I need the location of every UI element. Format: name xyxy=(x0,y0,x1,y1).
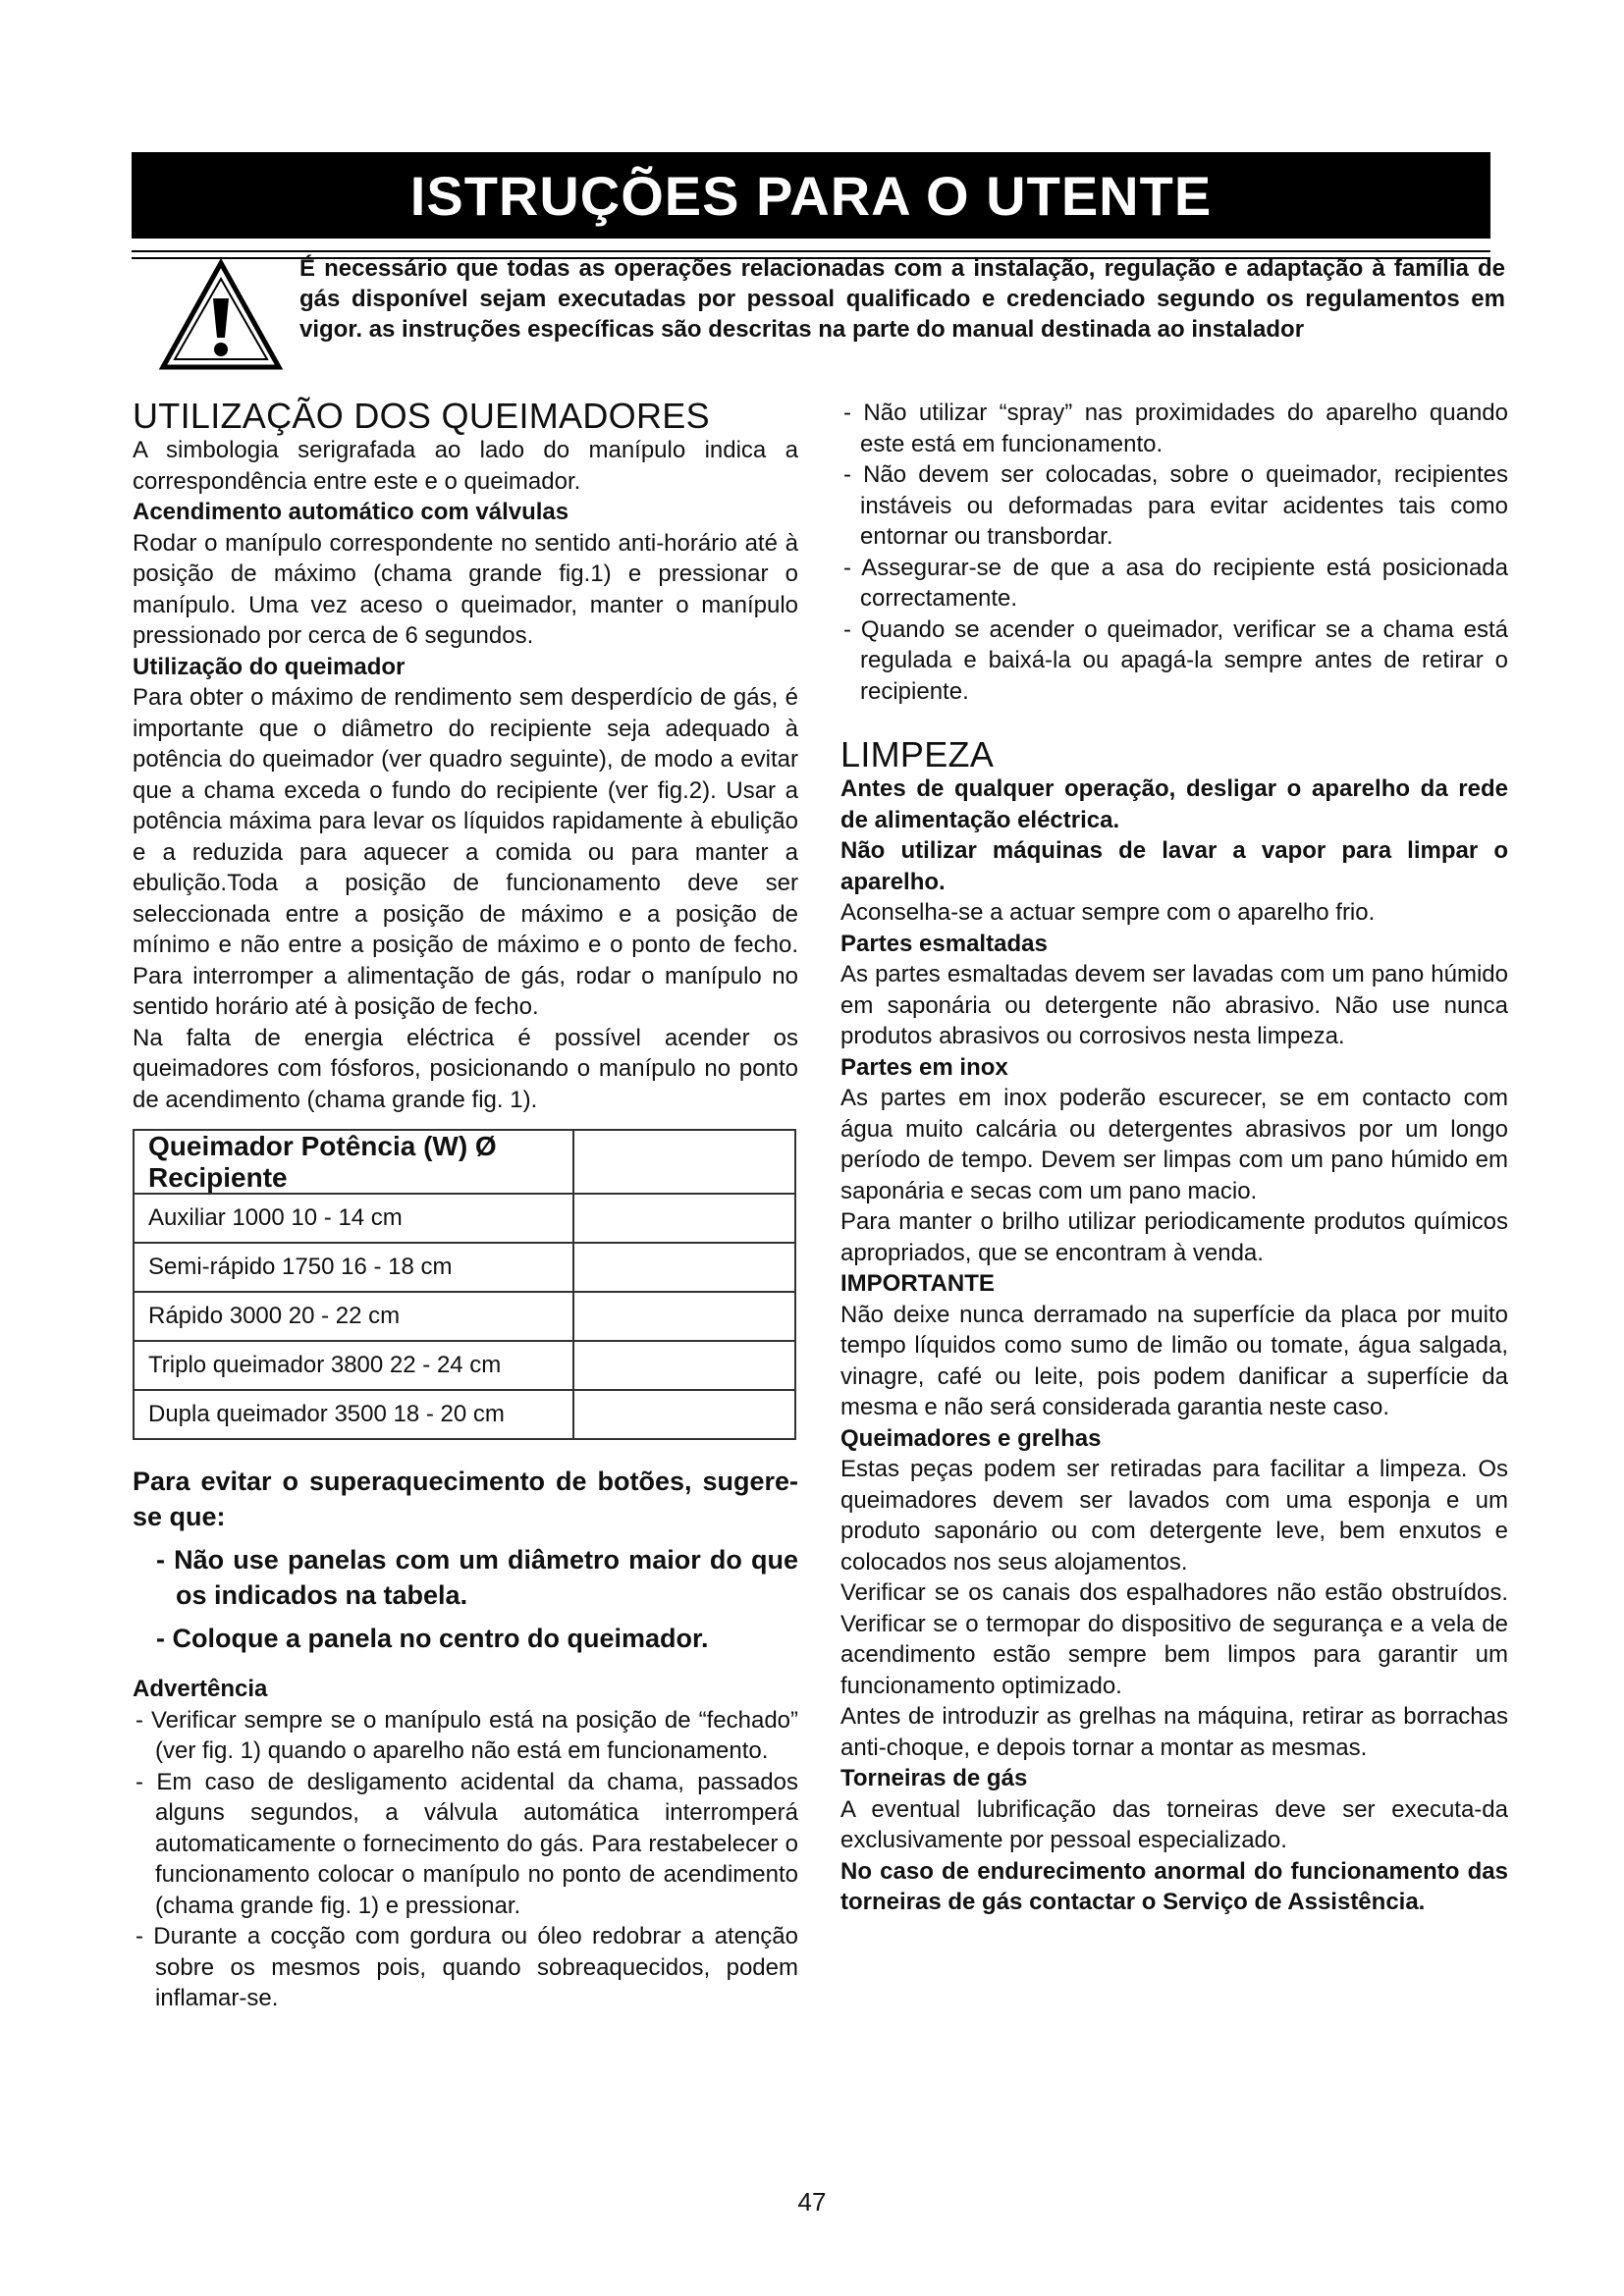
subheading: Partes esmaltadas xyxy=(840,930,1048,957)
paragraph: A simbologia serigrafada ao lado do manípulo indica a correspondência entre este e o queimador. xyxy=(133,437,798,495)
installer-warning: É necessário que todas as operações relacionadas com a instalação, regulação e adaptação à família de gás disponível sejam executadas por pessoal qualificado e credenciado segundo os regulamentos em vigor. as instruções específicas são descritas na parte do manual destinada ao instalador xyxy=(299,255,1505,343)
subheading: Torneiras de gás xyxy=(840,1765,1028,1791)
left-column xyxy=(133,398,798,2014)
warning-icon xyxy=(157,257,285,373)
overheat-title: Para evitar o superaquecimento de botões, sugere-se que: xyxy=(133,1467,798,1531)
table-cell: Rápido 3000 20 - 22 cm xyxy=(134,1292,573,1341)
table-row xyxy=(134,1390,795,1439)
paragraph: Não utilizar máquinas de lavar a vapor para limpar o aparelho. xyxy=(840,837,1508,895)
page-title-banner xyxy=(132,152,1490,239)
list-item: - Durante a cocção com gordura ou óleo redobrar a atenção sobre os mesmos pois, quando sobreaquecidos, podem inflamar-se. xyxy=(135,1923,798,2011)
table-row xyxy=(134,1341,795,1390)
subheading: Queimadores e grelhas xyxy=(840,1424,1102,1452)
table-cell: Semi-rápido 1750 16 - 18 cm xyxy=(134,1243,573,1292)
table-cell: Dupla queimador 3500 18 - 20 cm xyxy=(134,1390,573,1439)
paragraph: Verificar se os canais dos espalhadores não estão obstruídos. Verificar se o termopar do dispositivo de segurança e a vela de acendimento estão sempre bem limpos para garantir um funcionamento optimizado. xyxy=(840,1579,1508,1699)
list-item: - Verificar sempre se o manípulo está na posição de “fechado” (ver fig. 1) quando o aparelho não está em funcionamento. xyxy=(135,1706,798,1764)
list-item: - Quando se acender o queimador, verificar se a chama está regulada e baixá-la ou apagá-la sempre antes de retirar o recipiente. xyxy=(843,615,1508,705)
table-cell: Triplo queimador 3800 22 - 24 cm xyxy=(134,1341,573,1390)
section-heading-burners: UTILIZAÇÃO DOS QUEIMADORES xyxy=(133,396,710,436)
paragraph: Rodar o manípulo correspondente no sentido anti-horário até à posição de máximo (chama grande fig.1) e pressionar o manípulo. Uma vez aceso o queimador, manter o manípulo pressionado por cerca de 6 segundos. xyxy=(133,529,798,649)
divider xyxy=(132,250,1490,252)
paragraph: Estas peças podem ser retiradas para facilitar a limpeza. Os queimadores devem ser lavados com uma esponja e um produto saponário ou com detergente leve, bem enxutos e colocados nos seus alojamentos. xyxy=(840,1456,1508,1575)
list-item: - Não use panelas com um diâmetro maior do que os indicados na tabela. xyxy=(156,1545,798,1610)
table-cell xyxy=(573,1243,795,1292)
list-item: - Não utilizar “spray” nas proximidades do aparelho quando este está em funcionamento. xyxy=(843,400,1508,457)
page-title: ISTRUÇÕES PARA O UTENTE xyxy=(409,164,1213,227)
list-item: - Coloque a panela no centro do queimador. xyxy=(156,1624,709,1653)
table-cell xyxy=(573,1292,795,1341)
table-header-cell: Queimador Potência (W) Ø Recipiente xyxy=(134,1130,573,1194)
table-header-row xyxy=(134,1130,795,1194)
subheading: Acendimento automático com válvulas xyxy=(133,499,569,525)
paragraph: Para manter o brilho utilizar periodicamente produtos químicos apropriados, que se encontram à venda. xyxy=(840,1208,1508,1266)
table-row xyxy=(134,1194,795,1243)
paragraph: As partes esmaltadas devem ser lavadas com um pano húmido em saponária ou detergente não abrasivo. Não use nunca produtos abrasivos ou corrosivos nesta limpeza. xyxy=(840,961,1508,1049)
table-cell xyxy=(573,1130,795,1194)
table-cell xyxy=(573,1390,795,1439)
paragraph: As partes em inox poderão escurecer, se em contacto com água muito calcária ou detergentes abrasivos por um longo período de tempo. Devem ser limpas com um pano húmido em saponária e secas com um pano macio. xyxy=(840,1085,1508,1204)
table-cell xyxy=(573,1341,795,1390)
table-cell: Auxiliar 1000 10 - 14 cm xyxy=(134,1194,573,1243)
table-row xyxy=(134,1292,795,1341)
paragraph: Na falta de energia eléctrica é possível acender os queimadores com fósforos, posicionando o manípulo no ponto de acendimento (chama grande fig. 1). xyxy=(133,1024,798,1113)
paragraph: Antes de introduzir as grelhas na máquina, retirar as borrachas anti-choque, e depois tornar a montar as mesmas. xyxy=(840,1703,1508,1761)
subheading: Partes em inox xyxy=(840,1053,1008,1081)
page-number: 47 xyxy=(797,2187,827,2216)
paragraph: No caso de endurecimento anormal do funcionamento das torneiras de gás contactar o Serviço de Assistência. xyxy=(840,1857,1508,1915)
list-item: - Não devem ser colocadas, sobre o queimador, recipientes instáveis ou deformadas para evitar acidentes tais como entornar ou transbordar. xyxy=(843,461,1508,550)
right-column xyxy=(840,398,1508,1918)
paragraph: Não deixe nunca derramado na superfície da placa por muito tempo líquidos como sumo de limão ou tomate, água salgada, vinagre, café ou leite, pois podem danificar a superfície da mesma e não será considerada garantia neste caso. xyxy=(840,1301,1508,1420)
subheading: Utilização do queimador xyxy=(133,653,406,680)
paragraph: Para obter o máximo de rendimento sem desperdício de gás, é importante que o diâmetro do recipiente seja adequado à potência do queimador (ver quadro seguinte), de modo a evitar que a chama exceda o fundo do recipiente (ver fig.2). Usar a potência máxima para levar os líquidos rapidamente à ebulição e a reduzida para aquecer a comida ou para manter a ebulição.Toda a posição de funcionamento deve ser seleccionada entre a posição de máximo e a posição de mínimo e não entre a posição de máximo e o ponto de fecho. Para interromper a alimentação de gás, rodar o manípulo no sentido horário até à posição de fecho. xyxy=(133,684,798,1020)
table-cell xyxy=(573,1194,795,1243)
paragraph: A eventual lubrificação das torneiras deve ser executa-da exclusivamente por pessoal especializado. xyxy=(840,1795,1508,1853)
section-heading-cleaning: LIMPEZA xyxy=(840,734,995,774)
paragraph: Antes de qualquer operação, desligar o aparelho da rede de alimentação eléctrica. xyxy=(840,775,1508,833)
list-item: - Assegurar-se de que a asa do recipiente está posicionada correctamente. xyxy=(843,554,1508,612)
paragraph: Aconselha-se a actuar sempre com o aparelho frio. xyxy=(840,899,1376,926)
table-row xyxy=(134,1243,795,1292)
subheading: IMPORTANTE xyxy=(840,1270,995,1297)
list-item: - Em caso de desligamento acidental da chama, passados alguns segundos, a válvula automática interromperá automaticamente o fornecimento do gás. Para restabelecer o funcionamento colocar o manípulo no ponto de acendimento (chama grande fig. 1) e pressionar. xyxy=(135,1768,798,1919)
subheading: Advertência xyxy=(133,1676,268,1702)
burner-table xyxy=(133,1129,796,1440)
